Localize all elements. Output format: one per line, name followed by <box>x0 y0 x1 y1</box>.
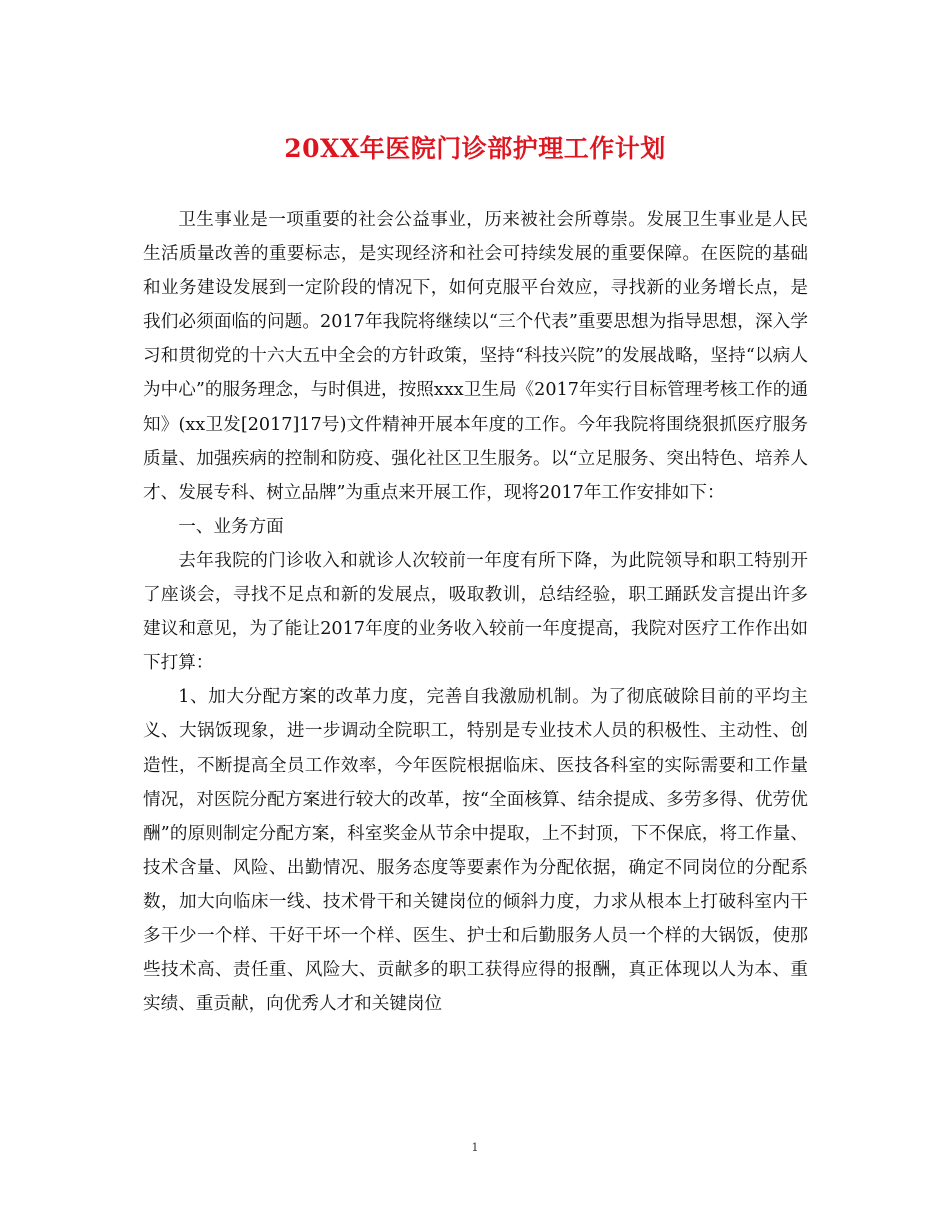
paragraph-intro: 卫生事业是一项重要的社会公益事业，历来被社会所尊崇。发展卫生事业是人民生活质量改善的重要标志，是实现经济和社会可持续发展的重要保障。在医院的基础和业务建设发展到一定阶段的情况下，如何克服平台效应，寻找新的业务增长点，是我们必须面临的问题。2017年我院将继续以“三个代表”重要思想为指导思想，深入学习和贯彻党的十六大五中全会的方针政策，坚持“科技兴院”的发展战略，坚持“以病人为中心”的服务理念，与时俱进，按照xxx卫生局《2017年实行目标管理考核工作的通知》(xx卫发[2017]17号)文件精神开展本年度的工作。今年我院将围绕狠抓医疗服务质量、加强疾病的控制和防疫、强化社区卫生服务。以“立足服务、突出特色、培养人才、发展专科、树立品牌”为重点来开展工作，现将2017年工作安排如下： <box>143 210 808 503</box>
paragraph-business-review: 去年我院的门诊收入和就诊人次较前一年度有所下降，为此院领导和职工特别开了座谈会，寻找不足点和新的发展点，吸取教训，总结经验，职工踊跃发言提出许多建议和意见，为了能让2017年度的业务收入较前一年度提高，我院对医疗工作作出如下打算： <box>143 550 808 674</box>
paragraph-item-1: 1、加大分配方案的改革力度，完善自我激励机制。为了彻底破除目前的平均主义、大锅饭现象，进一步调动全院职工，特别是专业技术人员的积极性、主动性、创造性，不断提高全员工作效率，今年医院根据临床、医技各科室的实际需要和工作量情况，对医院分配方案进行较大的改革，按“全面核算、结余提成、多劳多得、优劳优酬”的原则制定分配方案，科室奖金从节余中提取，上不封顶，下不保底，将工作量、技术含量、风险、出勤情况、服务态度等要素作为分配依据，确定不同岗位的分配系数，加大向临床一线、技术骨干和关键岗位的倾斜力度，力求从根本上打破科室内干多干少一个样、干好干坏一个样、医生、护士和后勤服务人员一个样的大锅饭，使那些技术高、责任重、风险大、贡献多的职工获得应得的报酬，真正体现以人为本、重实绩、重贡献，向优秀人才和关键岗位 <box>143 687 808 1015</box>
section-heading-business: 一、业务方面 <box>178 516 284 537</box>
page-number: 1 <box>471 1141 479 1154</box>
document-title: 20XX年医院门诊部护理工作计划 <box>284 134 666 163</box>
document-body <box>143 203 808 1021</box>
